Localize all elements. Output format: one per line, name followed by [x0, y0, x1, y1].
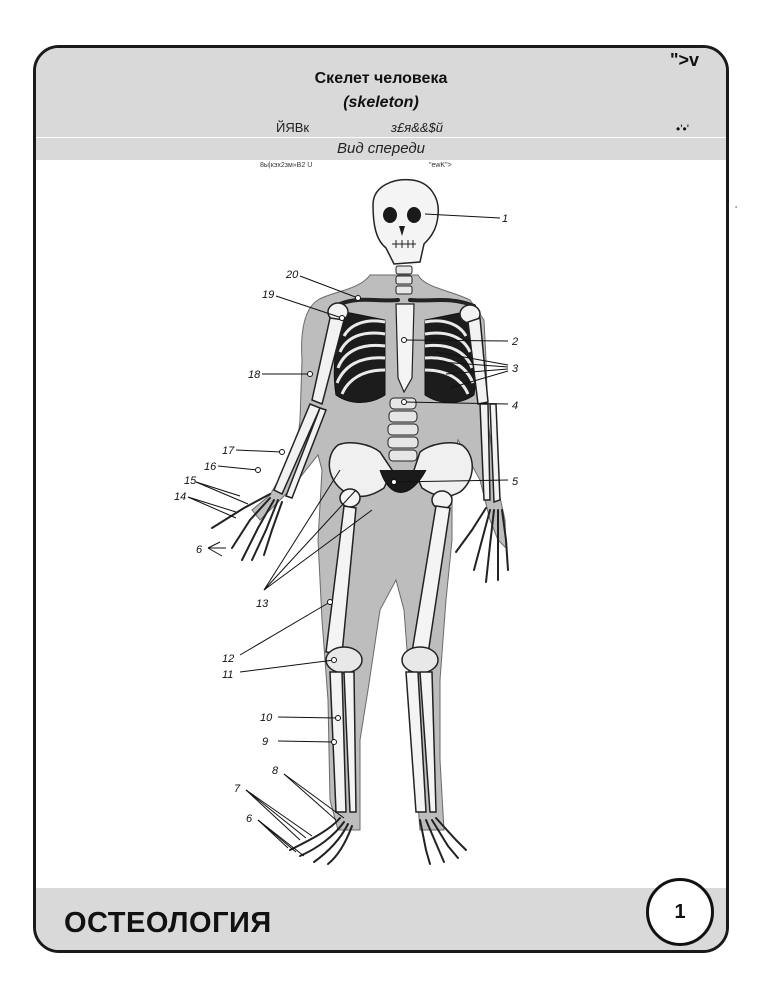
label-2: 2: [512, 336, 519, 348]
page-subtitle: (skeleton): [343, 94, 419, 111]
scan-speck: ʻ: [735, 205, 738, 216]
label-6-hand: 6: [196, 544, 203, 556]
label-8: 8: [272, 765, 279, 777]
corner-mark: ">v: [670, 50, 700, 70]
label-17: 17: [222, 445, 235, 457]
corner-dots: •'•': [676, 122, 689, 136]
label-6-foot: 6: [246, 813, 253, 825]
skull: [373, 180, 438, 264]
label-16: 16: [204, 461, 217, 473]
knees: [326, 647, 438, 673]
page-title: Скелет человека: [314, 70, 448, 87]
footer-title: ОСТЕОЛОГИЯ: [64, 907, 272, 939]
label-9: 9: [262, 736, 269, 748]
cervical-spine: [396, 266, 412, 294]
view-label: Вид спереди: [336, 140, 426, 157]
scan-noise-left: ЙЯВк: [276, 120, 310, 135]
label-10: 10: [260, 712, 273, 724]
label-14: 14: [174, 491, 187, 503]
label-20: 20: [286, 269, 299, 281]
small-noise-right: "ewK">: [429, 162, 452, 169]
label-19: 19: [262, 289, 275, 301]
label-7: 7: [234, 783, 241, 795]
page-number: 1: [646, 878, 714, 946]
label-11: 11: [222, 669, 234, 681]
sternum: [396, 304, 414, 392]
label-4: 4: [512, 400, 519, 412]
label-18: 18: [248, 369, 261, 381]
label-5: 5: [512, 476, 519, 488]
label-13: 13: [256, 598, 269, 610]
label-15: 15: [184, 475, 197, 487]
scan-noise-right: з£я&&$й: [391, 120, 444, 135]
lumbar-spine: [388, 398, 418, 461]
label-1: 1: [502, 213, 509, 225]
label-3: 3: [512, 363, 519, 375]
small-noise-left: 8ы|кэх2зм»В2 U: [260, 162, 313, 169]
label-12: 12: [222, 653, 235, 665]
